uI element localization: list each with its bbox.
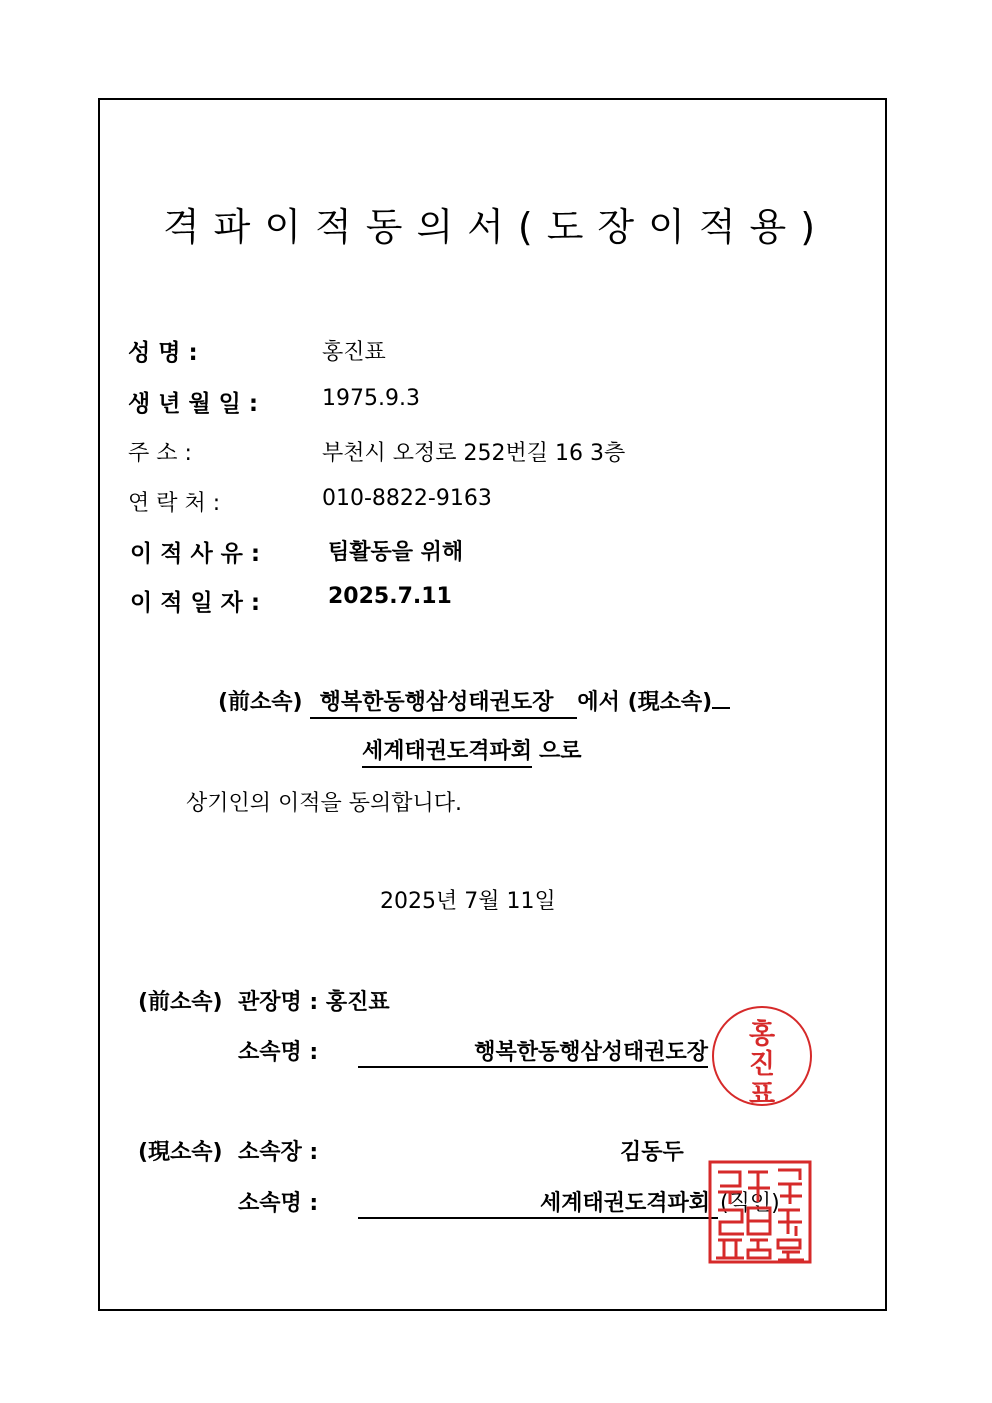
statement-prev-dojang: 행복한동행삼성태권도장 [310,685,578,719]
label-reason: 이 적 사 유 : [130,541,261,567]
seal-char-1: 홍 [748,1019,776,1050]
label-birthdate: 생 년 월 일 : [128,391,259,417]
new-org-field [358,1186,718,1219]
statement-consent: 상기인의 이적을 동의합니다. [186,791,463,816]
value-name: 홍진표 [322,340,386,365]
statement-blank-underline [712,707,730,709]
statement-line-2 [362,734,582,768]
statement-line-1 [218,685,730,719]
sign-note: (직인) [720,1191,780,1216]
organization-seal-graphic [708,1160,812,1264]
value-transfer-date: 2025.7.11 [328,584,452,609]
label-address: 주 소 : [128,441,192,466]
seal-char-2: 진 [748,1049,776,1080]
new-org-value: 세계태권도격파회 [539,1191,710,1216]
personal-seal-stamp [712,1006,812,1110]
value-contact: 010-8822-9163 [322,486,492,511]
statement-new-org: 세계태권도격파회 [362,734,532,768]
label-contact: 연 락 처 : [128,491,221,516]
statement-mid-text: 에서 (現소속) [577,690,713,715]
statement-suffix: 으로 [539,739,582,764]
new-head-value: 김동두 [620,1140,684,1165]
label-name: 성 명 : [128,340,198,366]
new-org-label: 소속명 : [238,1191,319,1216]
new-prefix: (現소속) [138,1140,223,1165]
seal-char-3: 표 [748,1079,776,1110]
document-title: 격파이적동의서(도장이적용) [162,205,830,249]
value-address: 부천시 오정로 252번길 16 3층 [322,441,626,466]
document-date: 2025년 7월 11일 [380,889,556,914]
value-reason: 팀활동을 위해 [328,540,464,565]
prev-org-label: 소속명 : [238,1040,319,1065]
value-birthdate: 1975.9.3 [322,386,420,411]
label-transfer-date: 이 적 일 자 : [130,590,261,616]
prev-org-value: 행복한동행삼성태권도장 [474,1040,708,1065]
prev-prefix: (前소속) [138,990,223,1015]
new-head-label: 소속장 : [238,1140,319,1165]
prev-org-field [358,1035,708,1068]
prev-head-label: 관장명 : 홍진표 [238,990,390,1015]
organization-seal-stamp [708,1160,812,1264]
statement-prev-prefix: (前소속) [218,690,303,715]
